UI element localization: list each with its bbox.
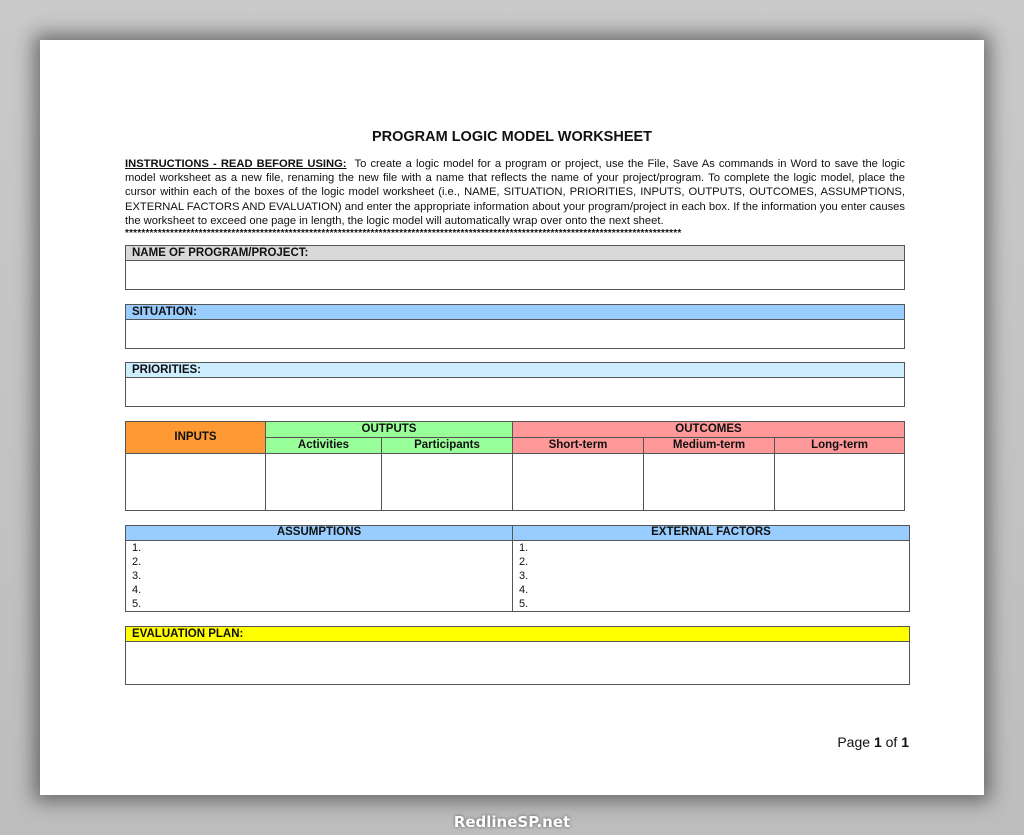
medium-term-cell[interactable] <box>643 453 775 511</box>
outputs-label: OUTPUTS <box>361 423 417 435</box>
page-of: of <box>885 734 898 750</box>
separator-line: **************************************************************************************************************************************** <box>125 229 682 239</box>
watermark-text: RedlineSP.net <box>453 813 571 831</box>
external-factors-header <box>512 525 910 541</box>
external-factors-label: EXTERNAL FACTORS <box>651 526 771 538</box>
participants-cell[interactable] <box>381 453 513 511</box>
document-page <box>40 40 984 795</box>
participants-header <box>381 437 513 454</box>
instructions-text: To create a logic model for a program or project, use the File, Save As commands in Word to save the logic model worksheet as a new file, renaming the new file with a name that reflects the name of your project/program. To complete the logic model, place the cursor within each of the boxes of the logic model worksheet (i.e., NAME, SITUATION, PRIORITIES, INPUTS, OUTPUTS, OUTCOMES, ASSUMPTIONS, EXTERNAL FACTORS AND EVALUATION) and enter the appropriate information about your program/project in each box. If the information you enter causes the worksheet to exceed one page in length, the logic model will automatically wrap over onto the next sheet. <box>125 158 906 227</box>
situation-section-header: SITUATION: <box>126 305 904 320</box>
list-item: 1. <box>519 542 529 554</box>
page-current: 1 <box>873 734 882 750</box>
priorities-section-header: PRIORITIES: <box>126 363 904 378</box>
activities-cell[interactable] <box>265 453 382 511</box>
inputs-label: INPUTS <box>174 431 217 443</box>
list-item: 2. <box>519 556 529 568</box>
name-section[interactable] <box>125 245 905 290</box>
long-term-cell[interactable] <box>774 453 905 511</box>
assumptions-factors-table <box>125 525 910 612</box>
medium-term-header <box>643 437 775 454</box>
participants-label: Participants <box>414 439 480 451</box>
assumptions-list <box>132 541 141 611</box>
list-item: 2. <box>132 556 142 568</box>
logic-model-table <box>125 421 905 511</box>
short-term-cell[interactable] <box>512 453 644 511</box>
outcomes-label: OUTCOMES <box>675 423 742 435</box>
list-item: 3. <box>132 570 142 582</box>
list-item: 1. <box>132 542 142 554</box>
page-prefix: Page <box>837 734 871 750</box>
list-item: 4. <box>132 584 142 596</box>
list-item: 5. <box>132 598 142 610</box>
list-item: 4. <box>519 584 529 596</box>
medium-term-label: Medium-term <box>672 439 746 451</box>
inputs-header <box>125 421 266 454</box>
list-item: 5. <box>519 598 529 610</box>
inputs-cell[interactable] <box>125 453 266 511</box>
external-factors-cell[interactable] <box>512 540 910 612</box>
situation-section[interactable] <box>125 304 905 349</box>
assumptions-header <box>125 525 513 541</box>
activities-label: Activities <box>297 439 350 451</box>
long-term-header <box>774 437 905 454</box>
list-item: 3. <box>519 570 529 582</box>
outputs-header <box>265 421 513 438</box>
name-section-header: NAME OF PROGRAM/PROJECT: <box>126 246 904 261</box>
instructions-lead: INSTRUCTIONS - READ BEFORE USING: <box>125 158 347 170</box>
outcomes-header <box>512 421 905 438</box>
page-title: PROGRAM LOGIC MODEL WORKSHEET <box>371 129 653 145</box>
external-factors-list <box>519 541 528 611</box>
page-total: 1 <box>901 734 909 750</box>
page-number <box>837 734 909 750</box>
assumptions-label: ASSUMPTIONS <box>276 526 362 538</box>
short-term-label: Short-term <box>548 439 608 451</box>
short-term-header <box>512 437 644 454</box>
priorities-section[interactable] <box>125 362 905 407</box>
evaluation-section[interactable] <box>125 626 910 685</box>
evaluation-section-header: EVALUATION PLAN: <box>126 627 909 642</box>
instructions-paragraph <box>125 157 905 228</box>
long-term-label: Long-term <box>811 439 868 451</box>
assumptions-cell[interactable] <box>125 540 513 612</box>
activities-header <box>265 437 382 454</box>
